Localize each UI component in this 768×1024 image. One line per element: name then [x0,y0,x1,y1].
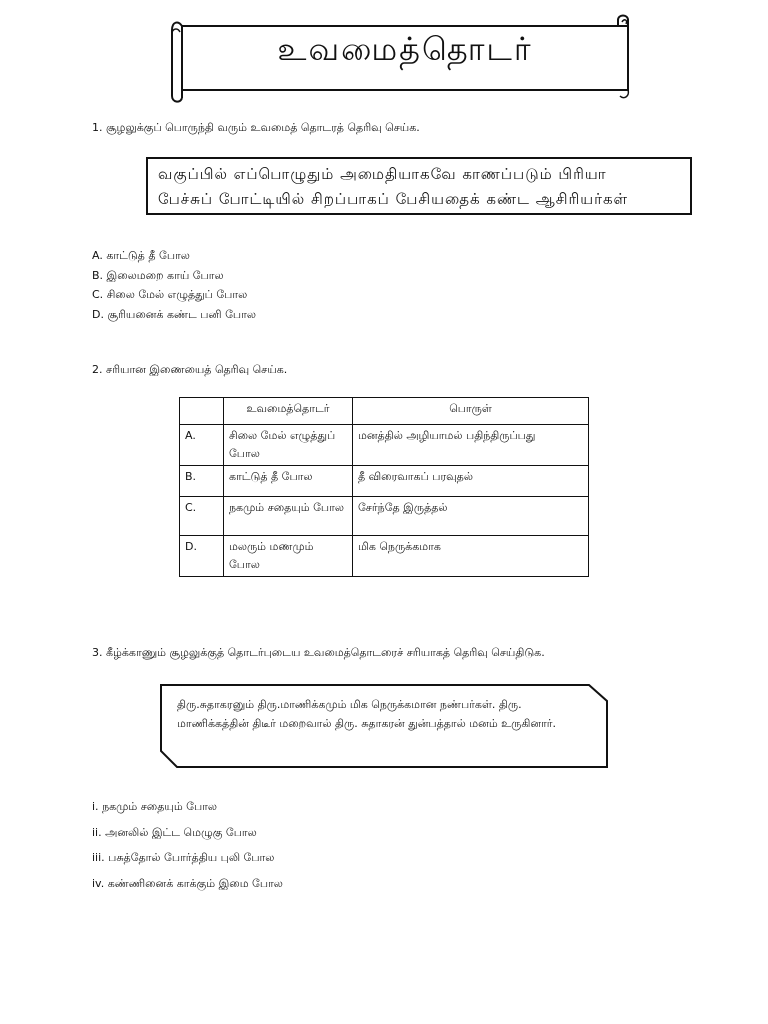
q3-question [92,646,545,660]
q3-passage: திரு.சுதாகரனும் திரு.மாணிக்கமும் மிக நெருக்கமான நண்பர்கள். திரு. மாணிக்கத்தின் திடீர் மறைவால் திரு. சுதாகரன் துன்பத்தால் மனம் உருகினார். [177,698,557,730]
table-header-cell: உவமைத்தொடர் [224,398,353,425]
q2-question-text: சரியான இணையைத் தெரிவு செய்க. [106,363,288,376]
row-phrase: மலரும் மணமும் போல [224,536,353,577]
q1-box-line: பேச்சுப் போட்டியில் சிறப்பாகப் பேசியதைக் கண்ட ஆசிரியர்கள் [158,190,629,208]
q3-option-iv[interactable] [92,877,283,903]
q3-option-iii[interactable] [92,851,283,877]
row-meaning: சேர்ந்தே இருத்தல் [353,497,589,536]
q1-option-b[interactable] [92,269,256,289]
row-phrase: நகமும் சதையும் போல [224,497,353,536]
row-meaning: மனத்தில் அழியாமல் பதிந்திருப்பது [353,425,589,466]
row-phrase: காட்டுத் தீ போல [224,466,353,497]
table-row[interactable] [180,536,589,577]
q1-option-c[interactable] [92,288,256,308]
option-label: D. [92,307,104,321]
q1-question-text: சூழலுக்குப் பொருந்தி வரும் உவமைத் தொடரத் தெரிவு செய்க. [106,121,420,134]
option-label: i. [92,800,99,813]
q1-options [92,249,256,327]
table-header-cell [180,398,224,425]
option-text: கண்ணினைக் காக்கும் இமை போல [107,876,283,890]
option-text: பசுத்தோல் போர்த்திய புலி போல [108,851,275,864]
q1-option-d[interactable] [92,308,256,328]
q3-passage-box [159,683,609,771]
row-meaning: தீ விரைவாகப் பரவுதல் [353,466,589,497]
row-label: D. [180,536,224,577]
option-text: காட்டுத் தீ போல [106,249,190,262]
q3-option-ii[interactable] [92,826,283,852]
q1-question [92,121,420,135]
q3-number: 3. [92,646,103,659]
row-label: A. [180,425,224,466]
option-label: C. [92,288,104,301]
table-row[interactable] [180,425,589,466]
q3-option-i[interactable] [92,800,283,826]
option-label: B. [92,268,104,282]
q1-context-box [146,157,692,215]
row-label: B. [180,466,224,497]
row-label: C. [180,497,224,536]
q2-number: 2. [92,363,103,376]
table-header-row [180,398,589,425]
option-label: iii. [92,851,105,864]
table-row[interactable] [180,497,589,536]
title-banner [164,10,636,106]
table-row[interactable] [180,466,589,497]
q3-options [92,800,283,902]
q1-option-a[interactable] [92,249,256,269]
q2-question [92,363,287,377]
option-label: iv. [92,876,105,890]
option-text: சூரியனைக் கண்ட பனி போல [107,307,256,321]
page-title: உவமைத்தொடர் [277,30,533,68]
option-label: ii. [92,825,102,839]
table-header-cell: பொருள் [353,398,589,425]
row-phrase: சிலை மேல் எழுத்துப் போல [224,425,353,466]
q1-box-line: வகுப்பில் எப்பொழுதும் அமைதியாகவே காணப்படும் பிரியா [158,165,607,183]
q3-question-text: கீழ்க்காணும் சூழலுக்குத் தொடர்புடைய உவமைத்தொடரைச் சரியாகத் தெரிவு செய்திடுக. [106,646,545,659]
option-text: அனலில் இட்ட மெழுகு போல [105,825,257,839]
option-text: சிலை மேல் எழுத்துப் போல [106,288,248,301]
q2-table [179,397,589,577]
option-text: நகமும் சதையும் போல [102,800,218,813]
row-meaning: மிக நெருக்கமாக [353,536,589,577]
q1-number: 1. [92,121,103,134]
option-label: A. [92,249,103,262]
option-text: இலைமறை காய் போல [106,268,224,282]
